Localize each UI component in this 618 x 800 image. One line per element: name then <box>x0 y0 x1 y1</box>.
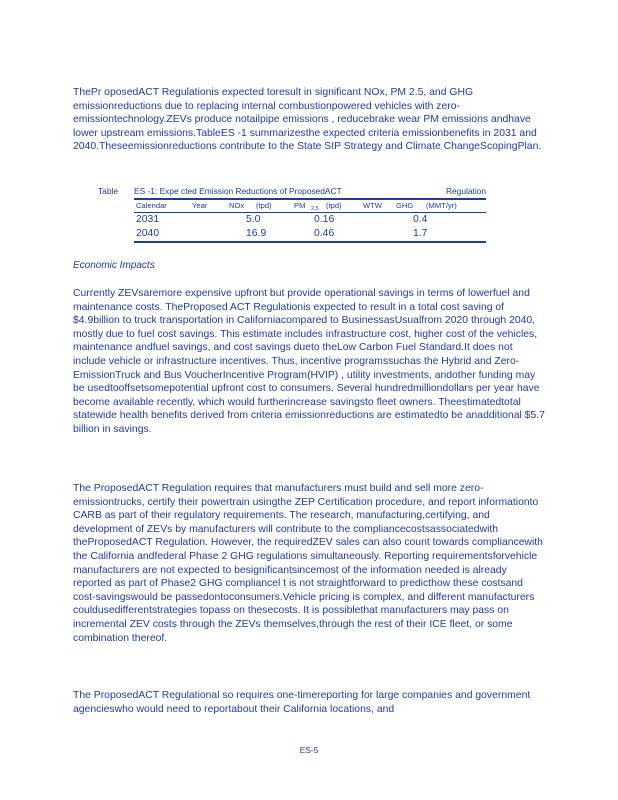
table-header-row <box>134 200 486 212</box>
cell-year: 2040 <box>136 228 160 239</box>
table-caption-label: Table <box>98 186 119 196</box>
page-number: ES-5 <box>299 745 319 755</box>
cell-nox: 16.9 <box>246 228 267 239</box>
table-row <box>134 227 486 241</box>
table-caption-end: Regulation <box>445 186 486 196</box>
economic-paragraph: Currently ZEVsaremore expensive upfront but provide operational savings in terms of lowerfuel and maintenance costs. TheProposed ACT Regulationis expected to result in a total cost saving of $4.9billion to truck transportation in Californiacompared to BusinessasUsualfrom 2020 through 2040, mostly due to fuel cost savings. This estimate includes infrastructure cost, higher cost of the vehicles, maintenance andfuel savings, and cost savings dueto theLow Carbon Fuel Standard.It does not include vehicle or infrastructure incentives. Thus, incentive programssuchas the Hybrid and Zero-EmissionTruck and Bus VoucherIncentive Program(HVIP) , utility investments, andother funding may be usedtooffsetsomepotential upfront cost to consumers. Several hundredmilliondollars per year have become available recently, which would furtherincrease savingsto fleet owners. Theestimatedtotal statewide health benefits derived from criteria emissionreductions are estimatedto be anadditional $5.7 billion in savings. <box>73 288 545 435</box>
header-nox-units: (tpd) <box>256 201 272 210</box>
cell-ghg: 0.4 <box>413 214 428 225</box>
table-caption <box>98 184 486 198</box>
header-calendar: Calendar <box>136 201 167 210</box>
reporting-paragraph: The ProposedACT Regulational so requires one-timereporting for large companies and government agencieswho would need to reportabout their California locations, and <box>73 690 531 715</box>
cell-year: 2031 <box>136 214 160 225</box>
header-pm-units: (tpd) <box>326 201 342 210</box>
table-bottom-rule <box>134 241 486 243</box>
cell-pm: 0.46 <box>314 228 335 239</box>
manufacturers-paragraph: The ProposedACT Regulation requires that manufacturers must build and sell more zero-emissiontrucks, certify their powertrain usingthe ZEP Certification procedure, and report informationto CARB as part of their regulatory requirements. The research, manufacturing,certifying, and development of ZEVs by manufacturers will contribute to the compliancecostsassociatedwith theProposedACT Regulation. However, the requiredZEV sales can also count towards compliancewith the California andfederal Phase 2 GHG regulations simultaneously. Reporting requirementsforvehicle manufacturers are not expected to besignificantsincemost of the information needed is already reported as part of Phase2 GHG compliancel t is not straightforward to predicthow these costsand cost-savingswould be passedontoconsumers.Vehicle pricing is complex, and different manufacturers couldusedifferentstrategies topass on thesecosts. It is possiblethat manufacturers may pass on incremental ZEV costs through the ZEVs themselves,through the rest of their ICE fleet, or some combination thereof. <box>73 483 543 644</box>
header-ghg: GHG <box>396 201 414 210</box>
intro-paragraph: ThePr oposedACT Regulationis expected toresult in significant NOx, PM 2.5, and GHG emissionreductions due to replacing internal combustionpowered vehicles with zero-emissiontechnology.ZEVs produce notailpipe emissions , reducebrake wear PM emissions andhave lower upstream emissions.TableES -1 summarizesthe expected criteria emissionbenefits in 2031 and 2040.Theseemissionreductions contribute to the State SIP Strategy and Climate ChangeScopingPlan. <box>73 87 542 153</box>
header-pm: PM <box>294 201 306 210</box>
cell-ghg: 1.7 <box>413 228 428 239</box>
table-row <box>134 213 486 227</box>
cell-pm: 0.16 <box>314 214 335 225</box>
header-wtw: WTW <box>363 201 382 210</box>
cell-nox: 5.0 <box>246 214 261 225</box>
header-nox: NOx <box>229 201 245 210</box>
header-ghg-units: (MMT/yr) <box>426 201 457 210</box>
economic-impacts-heading: Economic Impacts <box>73 260 155 271</box>
header-pm-subscript: 2.5 <box>311 206 319 212</box>
header-year: Year <box>192 201 208 210</box>
table-caption-title: ES -1: Expe cted Emission Reductions of ProposedACT <box>134 186 342 196</box>
